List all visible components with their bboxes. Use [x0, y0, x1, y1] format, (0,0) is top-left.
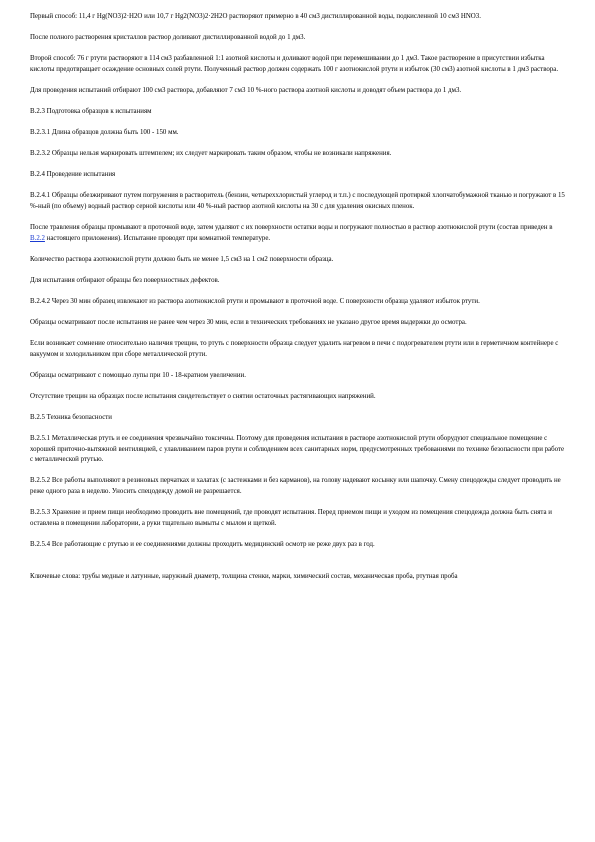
paragraph-b-2-3-2: В.2.3.2 Образцы нельзя маркировать штемпелем; их следует маркировать таким образом, чтобы не возникали напряжения. [30, 150, 392, 158]
paragraph-inspection-time: Образцы осматривают после испытания не ранее чем через 30 мин, если в технических требованиях не указано другое время выдержки до осмотра. [30, 319, 467, 326]
section-heading-b-2-4: В.2.4 Проведение испытания [30, 171, 116, 179]
section-ref-link[interactable]: В.2.2 [30, 234, 45, 242]
paragraph-b-2-4-2: В.2.4.2 Через 30 мин образец извлекают из раствора азотнокислой ртути и промывают в проточной воде. С поверхности образца удаляют избыток ртути. [30, 297, 480, 305]
paragraph-b-2-5-1: В.2.5.1 Металлическая ртуть и ее соединения чрезвычайно токсичны. Поэтому для проведения испытания в растворе азотнокислой ртути оборудуют специальное помещение с хорошей приточно-вытяжной вентиляцией, с улавливанием паров ртути и соблюдением всех санитарных норм, предусмотренных требованиями по технике безопасности при работе с металлической ртутью. [30, 435, 565, 464]
paragraph-b-2-5-3: В.2.5.3 Хранение и прием пищи необходимо проводить вне помещений, где проводят испытания. Перед приемом пищи и уходом из помещения спецодежда должна быть снята и оставлена в помещении лаборатории, а руки тщательно вымыты с мылом и щеткой. [30, 509, 552, 527]
section-heading-b-2-5: В.2.5 Техника безопасности [30, 413, 112, 421]
paragraph-test-volume: Для проведения испытаний отбирают 100 см3 раствора, добавляют 7 см3 10 %-ного раствора азотной кислоты и доводят объем раствора до 1 дм3. [30, 86, 462, 94]
paragraph-b-2-5-4: В.2.5.4 Все работающие с ртутью и ее соединениями должны проходить медицинский осмотр не реже двух раз в год. [30, 540, 375, 548]
paragraph-crack-doubt: Если возникает сомнение относительно наличия трещин, то ртуть с поверхности образца следует удалить нагревом в печи с подогревателем ртути или в герметичном контейнере с вакуумом и холодильником при сборе металлической ртути. [30, 340, 559, 358]
paragraph-b-2-3-1: В.2.3.1 Длина образцов должна быть 100 - 150 мм. [30, 129, 179, 137]
paragraph-etching [30, 223, 568, 244]
paragraph-sample-selection: Для испытания отбирают образцы без поверхностных дефектов. [30, 276, 220, 284]
paragraph-no-cracks: Отсутствие трещин на образцах после испытания свидетельствует о снятии остаточных растягивающих напряжений. [30, 392, 376, 400]
paragraph-magnification: Образцы осматривают с помощью лупы при 10 - 18-кратном увеличении. [30, 371, 246, 379]
paragraph-solution-amount: Количество раствора азотнокислой ртути должно быть не менее 1,5 см3 на 1 см2 поверхности образца. [30, 255, 334, 263]
paragraph-keywords: Ключевые слова: трубы медные и латунные, наружный диаметр, толщина стенки, марки, химический состав, механическая проба, ртутная проба [30, 573, 458, 581]
section-heading-b-2-3: В.2.3 Подготовка образцов к испытаниям [30, 107, 152, 115]
paragraph-b-2-4-1: В.2.4.1 Образцы обезжиривают путем погружения в растворитель (бензин, четыреххлористый углерод и т.п.) с последующей протиркой хлопчатобумажной тканью и погружают в 15 %-ный (по объему) водный раствор серной кислоты или 40 %-ный раствор азотной кислоты на 30 с для удаления окисных пленок. [30, 192, 565, 210]
paragraph-method-1: Первый способ: 11,4 г Hg(NO3)2·H2O или 10,7 г Hg2(NO3)2·2H2O растворяют примерно в 40 см3 дистиллированной воды, подкисленной 10 см3 HNO3. [30, 13, 481, 20]
paragraph-text: После травления образцы промывают в проточной воде, затем удаляют с их поверхности остатки воды и погружают полностью в раствор азотнокислой ртути (состав приведен в [30, 224, 553, 232]
paragraph-dilution: После полного растворения кристаллов раствор доливают дистиллированной водой до 1 дм3. [30, 34, 306, 42]
paragraph-method-2: Второй способ: 76 г ртути растворяют в 114 см3 разбавленной 1:1 азотной кислоты и доливают водой при перемешивании до 1 дм3. Такое растворение в присутствии избытка кислоты предотвращает осаждение основных солей ртути. Полученный раствор должен содержать 100 г азотнокислой ртути и избыток (30 см3) азотной кислоты в 1 дм3 раствора. [30, 55, 559, 73]
document-page [30, 12, 568, 593]
paragraph-text: настоящего приложения). Испытание проводят при комнатной температуре. [44, 234, 271, 242]
paragraph-b-2-5-2: В.2.5.2 Все работы выполняют в резиновых перчатках и халатах (с застежками и без карманов), на голову надевают косынку или шапочку. Смену спецодежды следует проводить не реже одного раза в неделю. Уносить спецодежду домой не разрешается. [30, 477, 561, 495]
